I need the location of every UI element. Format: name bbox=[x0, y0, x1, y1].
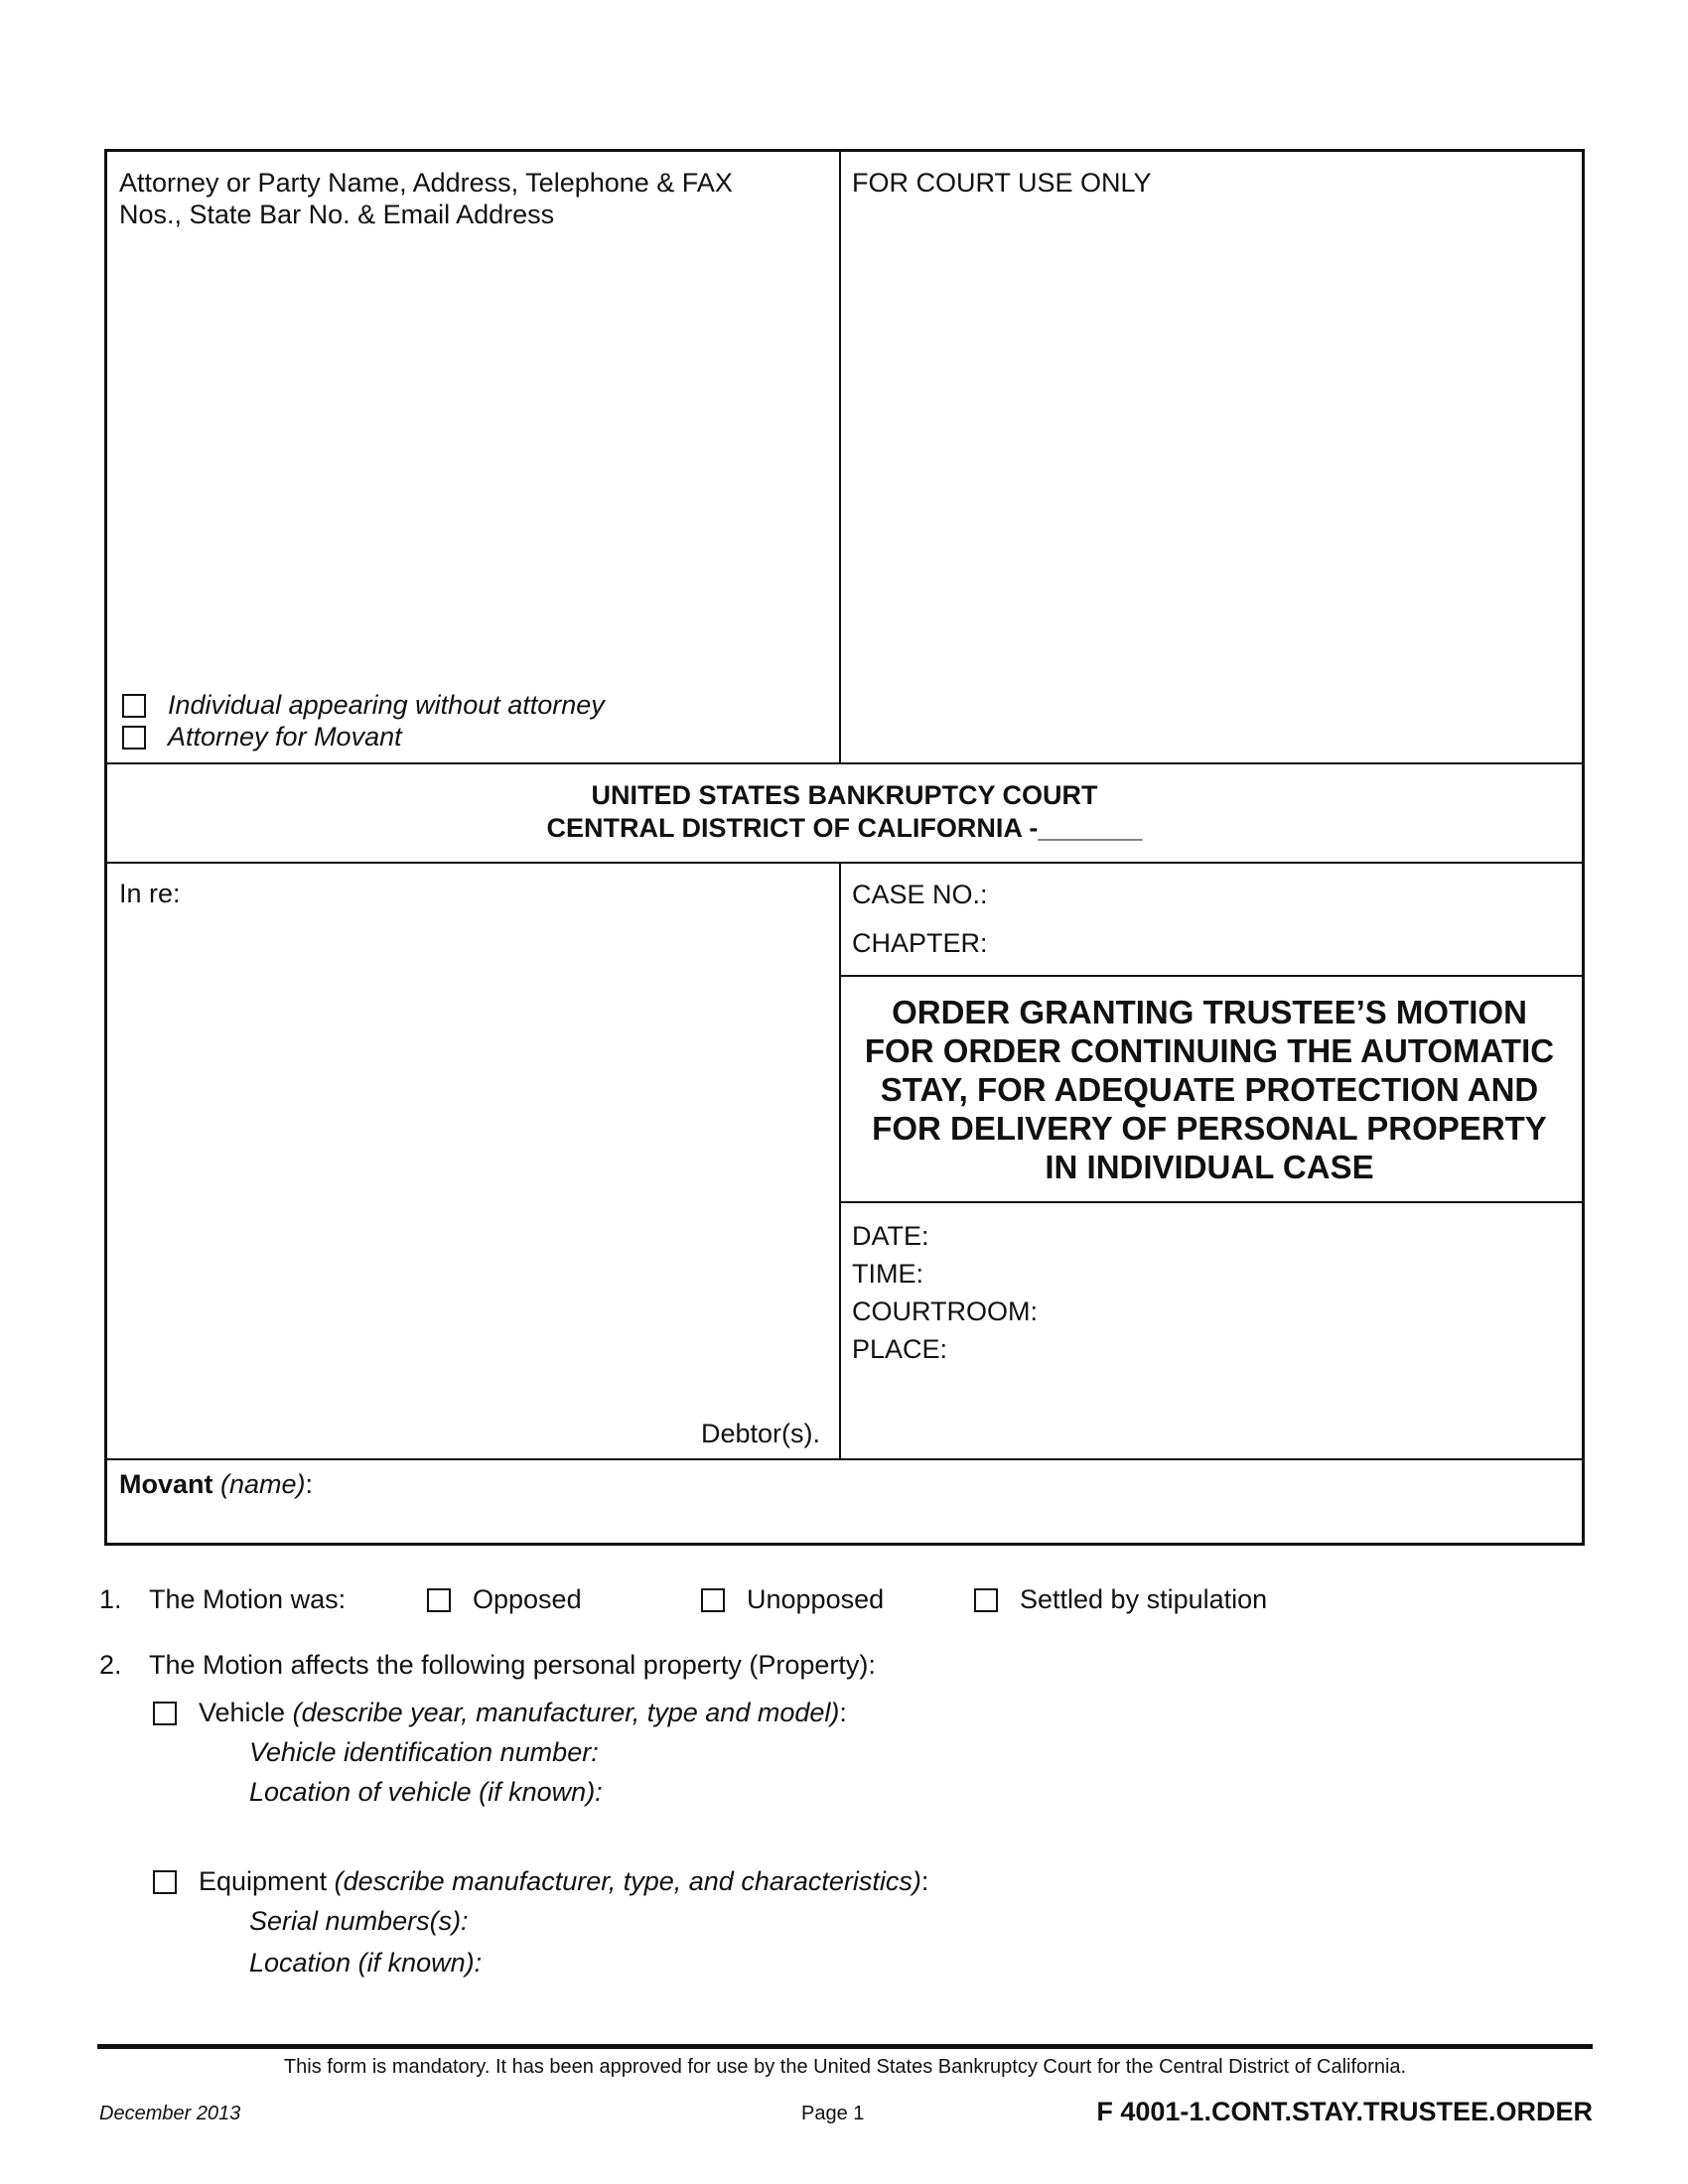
vehicle-colon: : bbox=[839, 1698, 847, 1727]
movant-name-hint: (name) bbox=[220, 1469, 306, 1499]
unopposed-label: Unopposed bbox=[747, 1584, 885, 1614]
attorney-label-line2: Nos., State Bar No. & Email Address bbox=[119, 200, 555, 229]
vehicle-location-label: Location of vehicle (if known): bbox=[249, 1777, 603, 1807]
order-title-line: FOR ORDER CONTINUING THE AUTOMATIC bbox=[864, 1032, 1555, 1069]
order-title-line: STAY, FOR ADEQUATE PROTECTION AND bbox=[880, 1071, 1539, 1108]
individual-without-attorney-label: Individual appearing without attorney bbox=[168, 690, 605, 720]
equipment-hint: (describe manufacturer, type, and characteristics) bbox=[334, 1866, 921, 1896]
item1-text: The Motion was: bbox=[149, 1584, 347, 1614]
form-number: F 4001-1.CONT.STAY.TRUSTEE.ORDER bbox=[1096, 2097, 1593, 2126]
footer-rule bbox=[97, 2044, 1593, 2049]
order-title bbox=[839, 993, 1580, 1186]
caption-box bbox=[104, 149, 1585, 1546]
caption-rule-inre bbox=[104, 862, 1585, 864]
item2-number: 2. bbox=[99, 1650, 122, 1680]
vin-label: Vehicle identification number: bbox=[249, 1737, 599, 1767]
caption-rule-title-bottom bbox=[839, 1201, 1585, 1203]
attorney-for-movant-label: Attorney for Movant bbox=[168, 722, 402, 751]
hearing-date-label: DATE: bbox=[852, 1221, 929, 1251]
caption-rule-title-top bbox=[839, 975, 1585, 977]
caption-rule-movant bbox=[104, 1458, 1585, 1460]
unopposed-checkbox[interactable] bbox=[701, 1588, 725, 1612]
hearing-place-label: PLACE: bbox=[852, 1334, 948, 1364]
settled-label: Settled by stipulation bbox=[1020, 1584, 1268, 1614]
equipment-row bbox=[199, 1865, 928, 1898]
opposed-checkbox[interactable] bbox=[427, 1588, 451, 1612]
footer-page: Page 1 bbox=[801, 2103, 865, 2124]
court-use-label: FOR COURT USE ONLY bbox=[852, 168, 1152, 198]
vehicle-label: Vehicle bbox=[199, 1698, 293, 1727]
item1-number: 1. bbox=[99, 1584, 122, 1614]
individual-without-attorney-checkbox[interactable] bbox=[122, 694, 146, 718]
vehicle-row bbox=[199, 1697, 847, 1729]
equipment-label: Equipment bbox=[199, 1866, 335, 1896]
debtor-label: Debtor(s). bbox=[701, 1419, 821, 1448]
movant-label: Movant bbox=[119, 1469, 213, 1499]
vehicle-hint: (describe year, manufacturer, type and model) bbox=[292, 1698, 840, 1727]
caption-divider-top bbox=[839, 149, 841, 762]
serial-numbers-label: Serial numbers(s): bbox=[249, 1906, 469, 1936]
equipment-location-label: Location (if known): bbox=[249, 1948, 483, 1978]
order-title-line: ORDER GRANTING TRUSTEE’S MOTION bbox=[892, 994, 1527, 1030]
settled-checkbox[interactable] bbox=[974, 1588, 998, 1612]
equipment-checkbox[interactable] bbox=[153, 1870, 177, 1894]
attorney-label-line1: Attorney or Party Name, Address, Telephone & FAX bbox=[119, 168, 733, 198]
movant-row bbox=[119, 1468, 313, 1501]
case-no-label: CASE NO.: bbox=[852, 880, 988, 909]
in-re-label: In re: bbox=[119, 879, 181, 908]
court-name-line2: CENTRAL DISTRICT OF CALIFORNIA -_______ bbox=[546, 813, 1143, 843]
caption-rule-court bbox=[104, 762, 1585, 764]
order-title-line: FOR DELIVERY OF PERSONAL PROPERTY bbox=[872, 1110, 1547, 1147]
chapter-label: CHAPTER: bbox=[852, 928, 988, 958]
movant-colon: : bbox=[305, 1469, 314, 1499]
court-name-line1: UNITED STATES BANKRUPTCY COURT bbox=[591, 780, 1098, 810]
court-name bbox=[104, 779, 1585, 845]
item2-text: The Motion affects the following personal property (Property): bbox=[149, 1650, 876, 1680]
hearing-time-label: TIME: bbox=[852, 1259, 923, 1289]
hearing-courtroom-label: COURTROOM: bbox=[852, 1297, 1038, 1326]
opposed-label: Opposed bbox=[473, 1584, 582, 1614]
equipment-colon: : bbox=[920, 1866, 929, 1896]
vehicle-checkbox[interactable] bbox=[153, 1702, 177, 1725]
order-title-line: IN INDIVIDUAL CASE bbox=[1045, 1149, 1374, 1185]
footer-date: December 2013 bbox=[99, 2103, 241, 2124]
attorney-for-movant-checkbox[interactable] bbox=[122, 726, 146, 750]
mandatory-notice: This form is mandatory. It has been approved for use by the United States Bankruptcy Court for the Central District of California. bbox=[283, 2056, 1407, 2078]
